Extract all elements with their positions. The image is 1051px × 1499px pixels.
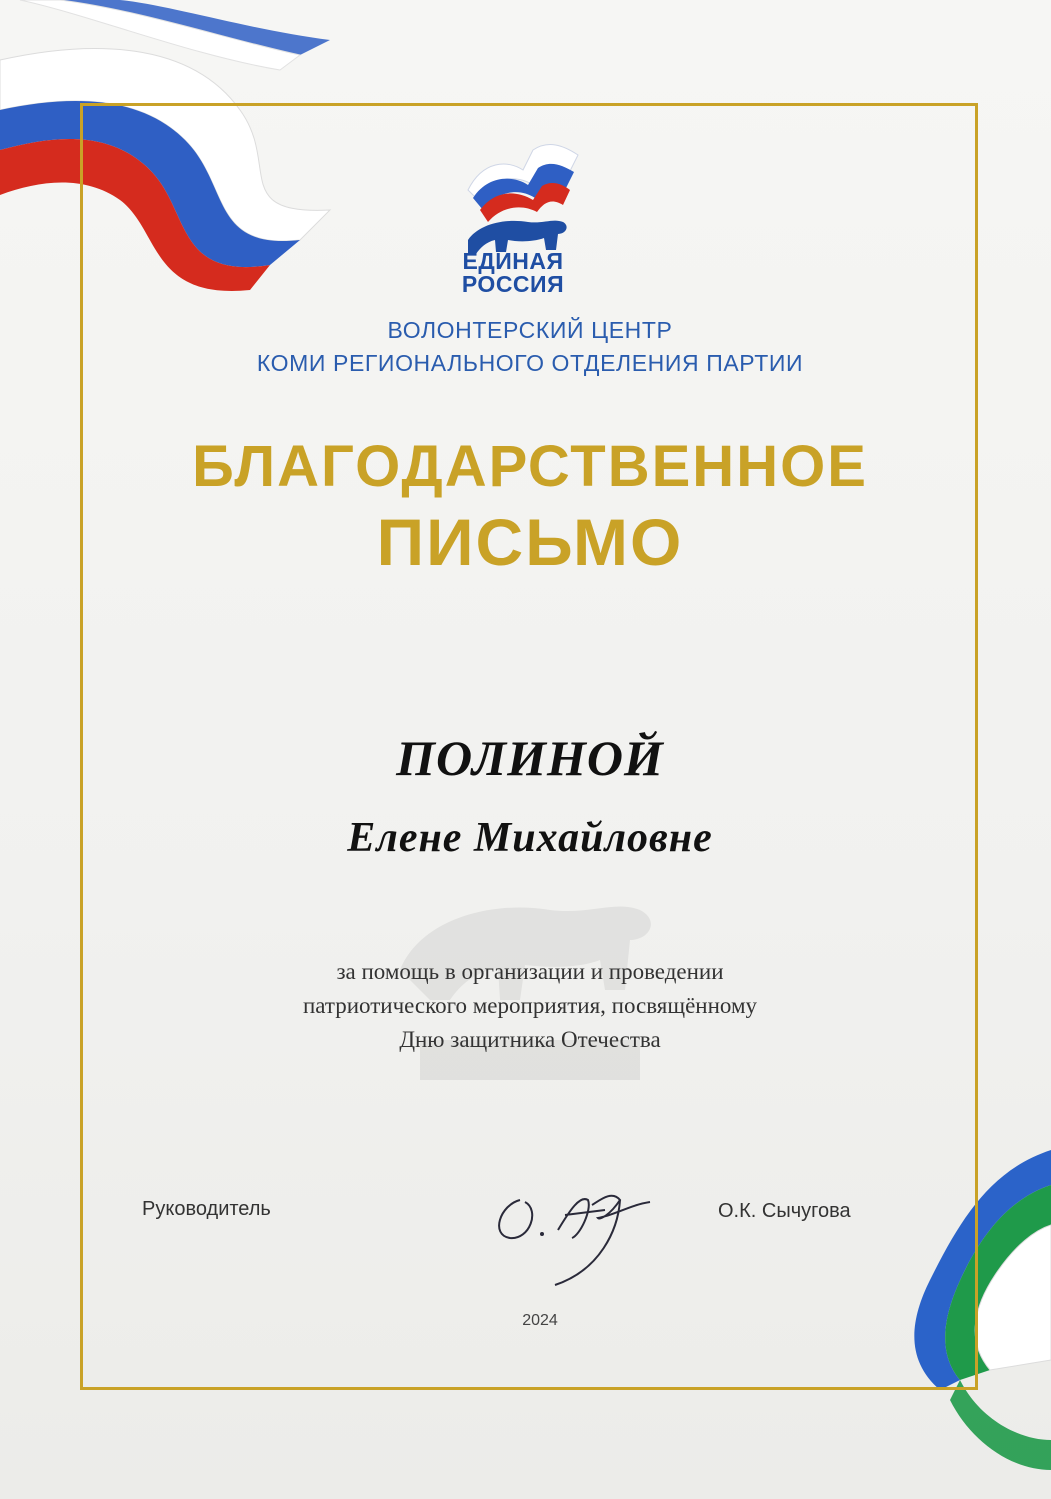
logo-line-1: ЕДИНАЯ bbox=[462, 248, 564, 274]
signer-name: О.К. Сычугова bbox=[718, 1200, 851, 1222]
document-title bbox=[90, 432, 970, 582]
handwritten-signature-icon bbox=[480, 1160, 660, 1300]
reason-line-1: за помощь в организации и проведении bbox=[336, 959, 724, 984]
reason-text bbox=[90, 955, 970, 1057]
recipient-given-names: Елене Михайловне bbox=[347, 815, 713, 861]
signer-role: Руководитель bbox=[142, 1198, 271, 1220]
reason-line-2: патриотического мероприятия, посвящённому bbox=[302, 993, 758, 1018]
logo-line-2: РОССИЯ bbox=[461, 271, 565, 297]
document-year: 2024 bbox=[522, 1312, 558, 1329]
title-line-2: ПИСЬМО bbox=[376, 505, 684, 579]
organization-name bbox=[90, 314, 970, 380]
recipient-surname: ПОЛИНОЙ bbox=[396, 730, 664, 786]
organization-line-2: КОМИ РЕГИОНАЛЬНОГО ОТДЕЛЕНИЯ ПАРТИИ bbox=[256, 350, 804, 376]
logo-wordmark bbox=[400, 250, 626, 296]
reason-line-3: Дню защитника Отечества bbox=[399, 1027, 661, 1052]
title-line-1: БЛАГОДАРСТВЕННОЕ bbox=[192, 434, 868, 499]
organization-line-1: ВОЛОНТЕРСКИЙ ЦЕНТР bbox=[387, 317, 673, 343]
